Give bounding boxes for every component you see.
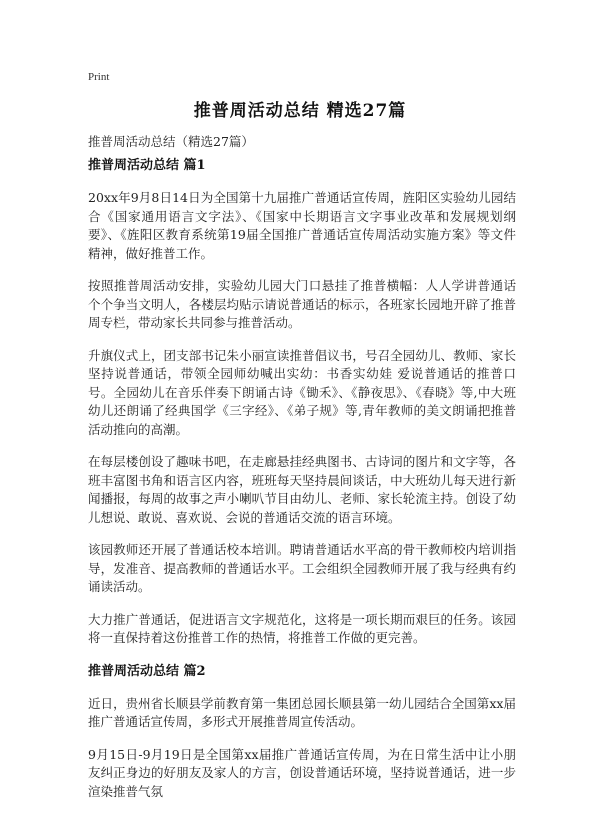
document-subtitle: 推普周活动总结（精选27篇） [88, 134, 254, 149]
paragraph: 20xx年9月8日14日为全国第十九届推广普通话宣传周，旌阳区实验幼儿园结合《国家通用语言文字法》、《国家中长期语言文字事业改革和发展规划纲要》、《旌阳区教育系统第19届全国推广普通话宣传周活动实施方案》等文件精神，做好推普工作。 [88, 190, 516, 261]
document-title: 推普周活动总结 精选27篇 [193, 101, 407, 121]
document-body [88, 156, 516, 815]
paragraph: 大力推广普通话，促进语言文字规范化，这将是一项长期而艰巨的任务。该园将一直保持着这份推普工作的热情，将推普工作做的更完善。 [88, 611, 516, 645]
section-2 [88, 662, 516, 802]
paragraph: 按照推普周活动安排，实验幼儿园大门口悬挂了推普横幅：人人学讲普通话 个个争当文明人，各楼层均贴示请说普通话的标示，各班家长园地开辟了推普周专栏，带动家长共同参与推普活动。 [88, 278, 516, 330]
paragraph: 9月15日-9月19日是全国第xx届推广普通话宣传周，为在日常生活中让小朋友纠正身边的好朋友及家人的方言，创设普通话环境，坚持说普通话，进一步渲染推普气氛 [88, 746, 516, 799]
paragraph: 近日，贵州省长顺县学前教育第一集团总园长顺县第一幼儿园结合全国第xx届推广普通话宣传周，多形式开展推普周宣传活动。 [88, 695, 516, 729]
section-heading: 推普周活动总结 篇1 [88, 158, 206, 173]
section-heading: 推普周活动总结 篇2 [88, 663, 206, 679]
print-label[interactable]: Print [88, 71, 110, 83]
paragraph: 在每层楼创设了趣味书吧，在走廊悬挂经典图书、古诗词的图片和文字等，各班丰富图书角和语言区内容，班班每天坚持晨间谈话，中大班幼儿每天进行新闻播报，每周的故事之声小喇叭节目由幼儿、老师、家长轮流主持。创设了幼儿想说、敢说、喜欢说、会说的普通话交流的语言环境。 [88, 454, 516, 525]
paragraph: 该园教师还开展了普通话校本培训。聘请普通话水平高的骨干教师校内培训指导，发准音、提高教师的普通话水平。工会组织全园教师开展了我与经典有约诵读活动。 [88, 542, 516, 594]
section-1 [88, 156, 516, 648]
paragraph: 升旗仪式上，团支部书记朱小丽宣读推普倡议书，号召全园幼儿、教师、家长坚持说普通话，带领全园师幼喊出实幼：书香实幼娃 爱说普通话的推普口号。全园幼儿在音乐伴奏下朗诵古诗《锄禾》、《静夜思》、《春晓》等,中大班幼儿还朗诵了经典国学《三字经》、《弟子规》等,青年教师的美文朗诵把推普活动推向的高潮。 [88, 347, 516, 437]
